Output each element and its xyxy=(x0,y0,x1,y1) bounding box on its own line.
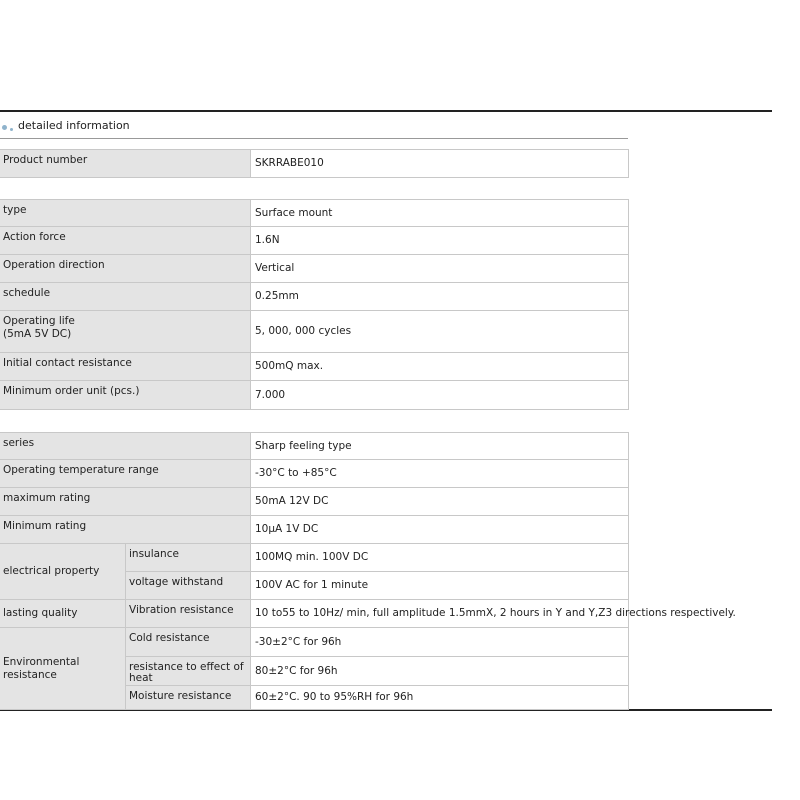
environmental-item-value: 80±2°C for 96h xyxy=(251,657,629,686)
spec-label xyxy=(0,381,251,410)
rating-value: 10μA 1V DC xyxy=(251,516,629,544)
environmental-item-value: 60±2°C. 90 to 95%RH for 96h xyxy=(251,686,629,710)
spec-label-text: Operating life xyxy=(3,315,75,327)
spec-label xyxy=(0,353,251,381)
spec-label xyxy=(0,199,251,227)
spec-value: 5, 000, 000 cycles xyxy=(251,311,629,353)
environmental-item-label: resistance to effect of heat xyxy=(126,657,251,686)
rating-value: -30°C to +85°C xyxy=(251,460,629,488)
spec-label xyxy=(0,255,251,283)
rating-value: 50mA 12V DC xyxy=(251,488,629,516)
rating-label: Operating temperature range xyxy=(0,460,251,488)
spec-label-text: Initial contact resistance xyxy=(3,357,132,369)
spec-label xyxy=(0,311,251,353)
electrical-item-value: 100V AC for 1 minute xyxy=(251,572,629,600)
environmental-item-label: Cold resistance xyxy=(126,628,251,657)
spec-label-text: Action force xyxy=(3,231,66,243)
spec-value: 7.000 xyxy=(251,381,629,410)
spec-value: Vertical xyxy=(251,255,629,283)
top-rule xyxy=(0,110,772,112)
rating-value: Sharp feeling type xyxy=(251,432,629,460)
spec-label xyxy=(0,227,251,255)
header-bullet-icon xyxy=(10,128,13,131)
header-bullet-icon xyxy=(2,125,7,130)
product-number-value: SKRRABE010 xyxy=(251,149,629,178)
spec-sublabel: (5mA 5V DC) xyxy=(3,328,72,340)
rating-label: maximum rating xyxy=(0,488,251,516)
electrical-group-label: electrical property xyxy=(0,544,126,600)
header-rule xyxy=(0,138,628,139)
spec-value: 0.25mm xyxy=(251,283,629,311)
rating-label: series xyxy=(0,432,251,460)
lasting-group-label: lasting quality xyxy=(0,600,126,628)
environmental-group-label: Environmental resistance xyxy=(0,628,126,710)
spec-label-text: Operation direction xyxy=(3,259,105,271)
rating-label: Minimum rating xyxy=(0,516,251,544)
environmental-item-label: Moisture resistance xyxy=(126,686,251,710)
spec-label xyxy=(0,283,251,311)
spec-value: 1.6N xyxy=(251,227,629,255)
spec-label-text: type xyxy=(3,204,27,216)
spec-value: Surface mount xyxy=(251,199,629,227)
spec-label-text: schedule xyxy=(3,287,51,299)
section-title: detailed information xyxy=(18,119,130,132)
lasting-item-value: 10 to55 to 10Hz/ min, full amplitude 1.5mmX, 2 hours in Y and Y,Z3 directions respectively. xyxy=(251,600,629,628)
electrical-item-label: voltage withstand xyxy=(126,572,251,600)
environmental-item-value: -30±2°C for 96h xyxy=(251,628,629,657)
spec-label-text: Minimum order unit (pcs.) xyxy=(3,385,140,397)
electrical-item-label: insulance xyxy=(126,544,251,572)
spec-value: 500mQ max. xyxy=(251,353,629,381)
electrical-item-value: 100MQ min. 100V DC xyxy=(251,544,629,572)
lasting-item-label: Vibration resistance xyxy=(126,600,251,628)
product-number-label: Product number xyxy=(0,149,251,178)
